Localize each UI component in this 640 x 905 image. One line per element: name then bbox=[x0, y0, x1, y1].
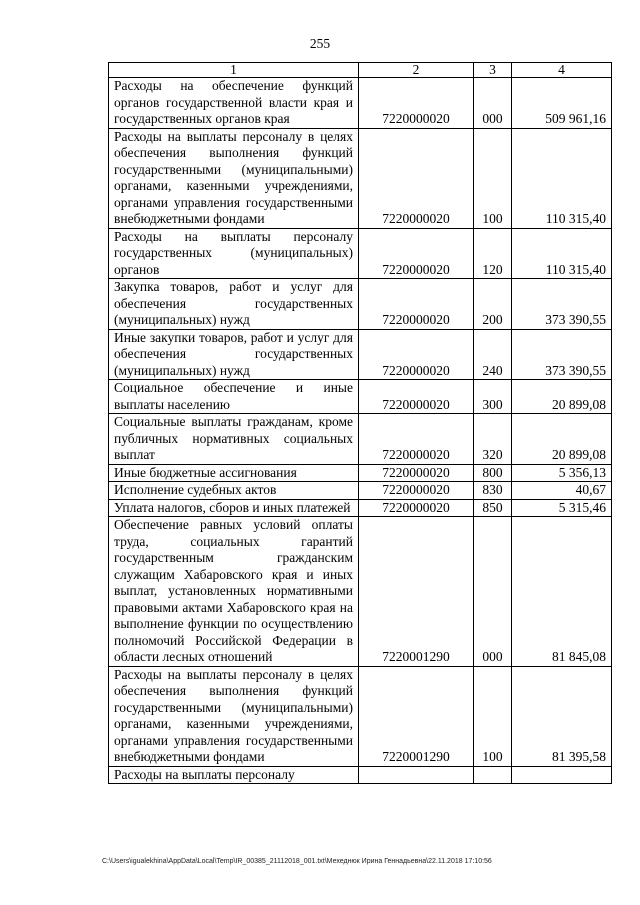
table-row bbox=[109, 517, 612, 667]
row-code: 7220000020 bbox=[359, 128, 474, 228]
row-expense-type: 000 bbox=[474, 517, 512, 667]
table-header-row bbox=[109, 63, 612, 78]
row-amount: 40,67 bbox=[512, 482, 612, 500]
row-amount bbox=[512, 766, 612, 784]
row-code: 7220001290 bbox=[359, 517, 474, 667]
row-code: 7220000020 bbox=[359, 78, 474, 129]
row-expense-type bbox=[474, 766, 512, 784]
row-amount: 509 961,16 bbox=[512, 78, 612, 129]
row-amount: 373 390,55 bbox=[512, 279, 612, 330]
table-row bbox=[109, 329, 612, 380]
row-amount: 81 845,08 bbox=[512, 517, 612, 667]
row-code bbox=[359, 766, 474, 784]
table-row bbox=[109, 128, 612, 228]
file-path-footer: C:\Users\igualekhina\AppData\Local\Temp\IR_00385_21112018_001.txt\Мехеднюк Ирина Геннадьевна\22.11.2018 17:10:56 bbox=[102, 858, 492, 865]
budget-table bbox=[108, 62, 612, 784]
row-name: Расходы на выплаты персоналу государственных (муниципальных) органов bbox=[109, 228, 359, 279]
row-amount: 81 395,58 bbox=[512, 666, 612, 766]
row-name: Обеспечение равных условий оплаты труда, социальных гарантий государственным гражданским служащим Хабаровского края и иных выплат, установленных нормативными правовыми актами Хабаровского края на выполнение функции по осуществлению полномочий Российской Федерации в области лесных отношений bbox=[109, 517, 359, 667]
row-expense-type: 100 bbox=[474, 128, 512, 228]
row-name: Расходы на обеспечение функций органов государственной власти края и государственных органов края bbox=[109, 78, 359, 129]
page-number: 255 bbox=[309, 36, 331, 51]
row-name: Уплата налогов, сборов и иных платежей bbox=[109, 499, 359, 517]
row-name: Социальные выплаты гражданам, кроме публичных нормативных социальных выплат bbox=[109, 414, 359, 465]
row-amount: 5 315,46 bbox=[512, 499, 612, 517]
table-row bbox=[109, 482, 612, 500]
table-row bbox=[109, 464, 612, 482]
row-name: Закупка товаров, работ и услуг для обеспечения государственных (муниципальных) нужд bbox=[109, 279, 359, 330]
row-expense-type: 200 bbox=[474, 279, 512, 330]
row-amount: 373 390,55 bbox=[512, 329, 612, 380]
row-expense-type: 100 bbox=[474, 666, 512, 766]
row-code: 7220000020 bbox=[359, 414, 474, 465]
row-expense-type: 240 bbox=[474, 329, 512, 380]
row-code: 7220000020 bbox=[359, 279, 474, 330]
row-expense-type: 850 bbox=[474, 499, 512, 517]
row-code: 7220001290 bbox=[359, 666, 474, 766]
row-code: 7220000020 bbox=[359, 464, 474, 482]
row-name: Социальное обеспечение и иные выплаты населению bbox=[109, 380, 359, 414]
row-name: Расходы на выплаты персоналу в целях обеспечения выполнения функций государственными (муниципальными) органами, казенными учреждениями, органами управления государственными внебюджетными фондами bbox=[109, 128, 359, 228]
table-row bbox=[109, 279, 612, 330]
row-amount: 20 899,08 bbox=[512, 380, 612, 414]
row-name: Расходы на выплаты персоналу bbox=[109, 766, 359, 784]
row-code: 7220000020 bbox=[359, 499, 474, 517]
row-name: Расходы на выплаты персоналу в целях обеспечения выполнения функций государственными (муниципальными) органами, казенными учреждениями, органами управления государственными внебюджетными фондами bbox=[109, 666, 359, 766]
row-code: 7220000020 bbox=[359, 380, 474, 414]
table-row bbox=[109, 499, 612, 517]
header-col-4: 4 bbox=[512, 63, 612, 78]
row-expense-type: 120 bbox=[474, 228, 512, 279]
header-col-1: 1 bbox=[109, 63, 359, 78]
row-name: Иные закупки товаров, работ и услуг для обеспечения государственных (муниципальных) нужд bbox=[109, 329, 359, 380]
row-amount: 110 315,40 bbox=[512, 128, 612, 228]
row-code: 7220000020 bbox=[359, 329, 474, 380]
row-expense-type: 800 bbox=[474, 464, 512, 482]
table-row bbox=[109, 414, 612, 465]
table-row bbox=[109, 78, 612, 129]
row-amount: 110 315,40 bbox=[512, 228, 612, 279]
row-name: Иные бюджетные ассигнования bbox=[109, 464, 359, 482]
row-code: 7220000020 bbox=[359, 228, 474, 279]
row-expense-type: 830 bbox=[474, 482, 512, 500]
table-row bbox=[109, 766, 612, 784]
table-row bbox=[109, 228, 612, 279]
row-code: 7220000020 bbox=[359, 482, 474, 500]
row-expense-type: 320 bbox=[474, 414, 512, 465]
row-amount: 5 356,13 bbox=[512, 464, 612, 482]
table-row bbox=[109, 666, 612, 766]
row-expense-type: 300 bbox=[474, 380, 512, 414]
header-col-3: 3 bbox=[474, 63, 512, 78]
row-name: Исполнение судебных актов bbox=[109, 482, 359, 500]
row-amount: 20 899,08 bbox=[512, 414, 612, 465]
header-col-2: 2 bbox=[359, 63, 474, 78]
row-expense-type: 000 bbox=[474, 78, 512, 129]
table-row bbox=[109, 380, 612, 414]
